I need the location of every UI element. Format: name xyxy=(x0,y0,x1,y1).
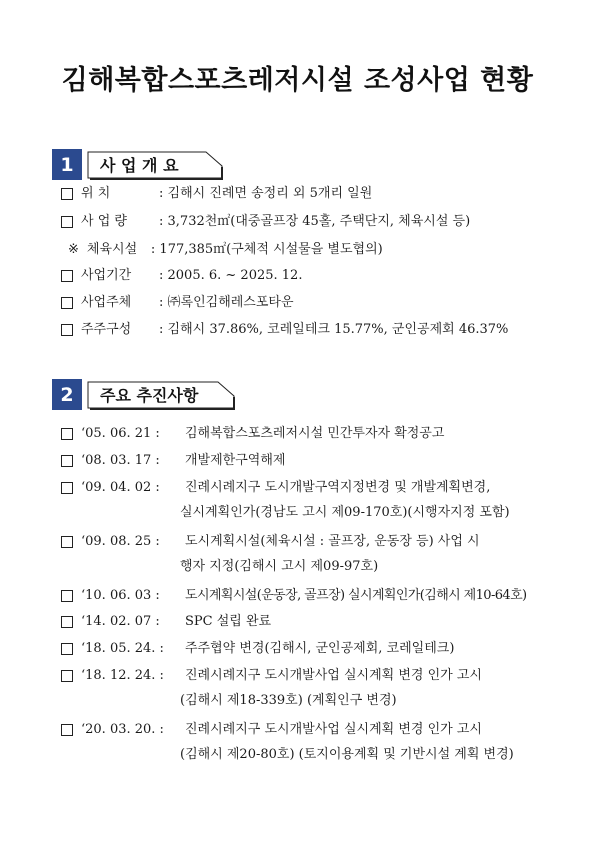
timeline-text: 개발제한구역해제 xyxy=(185,453,286,468)
overview-shareholders-value: 김해시 37.86%, 코레일테크 15.77%, 군인공제회 46.37% xyxy=(167,322,509,337)
overview-location-label: 위 치 xyxy=(81,186,111,201)
checkbox-icon xyxy=(61,616,73,628)
section-2-title: 주요 추진사항 xyxy=(100,386,199,405)
timeline-date: ‘05. 06. 21 : xyxy=(81,426,160,441)
timeline-text: 도시계획시설(운동장, 골프장) 실시계획인가(김해시 제10-64호) xyxy=(185,588,527,603)
overview-scale-value: 3,732천㎡(대중골프장 45홀, 주택단지, 체육시설 등) xyxy=(167,214,471,229)
timeline-text-continued: 행자 지정(김해시 고시 제09-97호) xyxy=(180,559,379,574)
timeline-date: ‘09. 04. 02 : xyxy=(81,480,160,495)
timeline-date: ‘18. 12. 24. : xyxy=(81,668,164,683)
timeline-item xyxy=(61,478,490,498)
overview-shareholders-label: 주주구성 xyxy=(81,322,132,337)
overview-operator xyxy=(61,293,294,313)
section-2-number: 2 xyxy=(52,379,82,410)
checkbox-icon xyxy=(61,270,73,282)
timeline-text-continued: 실시계획인가(경남도 고시 제09-170호)(시행자지정 포함) xyxy=(180,505,510,520)
timeline-item xyxy=(61,586,527,606)
colon: : xyxy=(159,268,168,283)
checkbox-icon xyxy=(61,482,73,494)
overview-sports-label: 체육시설 xyxy=(86,242,138,257)
section-1-tab xyxy=(86,149,224,180)
timeline-date: ‘20. 03. 20. : xyxy=(81,722,164,737)
checkbox-icon xyxy=(61,188,73,200)
overview-location xyxy=(61,184,372,204)
timeline-text: 도시계획시설(체육시설 : 골프장, 운동장 등) 사업 시 xyxy=(185,534,480,549)
colon: : xyxy=(159,186,168,201)
overview-scale-label: 사 업 량 xyxy=(81,214,127,229)
timeline-date: ‘08. 03. 17 : xyxy=(81,453,160,468)
timeline-item xyxy=(61,720,482,740)
timeline-text-continued: (김해시 제18-339호) (계획인구 변경) xyxy=(180,693,397,708)
colon: : xyxy=(150,242,160,257)
checkbox-icon xyxy=(61,536,73,548)
timeline-item xyxy=(61,639,454,659)
timeline-date: ‘09. 08. 25 : xyxy=(81,534,160,549)
checkbox-icon xyxy=(61,324,73,336)
colon: : xyxy=(159,214,168,229)
overview-period-label: 사업기간 xyxy=(81,268,132,283)
section-2-header xyxy=(52,378,236,410)
checkbox-icon xyxy=(61,455,73,467)
timeline-item xyxy=(61,532,480,552)
timeline-text: 진례시례지구 도시개발구역지정변경 및 개발계획변경, xyxy=(185,480,491,495)
timeline-date: ‘14. 02. 07 : xyxy=(81,614,160,629)
timeline-text: SPC 설립 완료 xyxy=(185,614,272,629)
timeline-item xyxy=(61,666,482,686)
timeline-text: 진례시례지구 도시개발사업 실시계획 변경 인가 고시 xyxy=(185,668,482,683)
overview-operator-label: 사업주체 xyxy=(81,295,132,310)
overview-period-value: 2005. 6. ~ 2025. 12. xyxy=(167,268,303,283)
overview-sports xyxy=(68,240,383,260)
timeline-item xyxy=(61,451,285,471)
overview-sports-value: 177,385㎡(구체적 시설물을 별도협의) xyxy=(159,242,383,257)
timeline-item xyxy=(61,612,271,632)
timeline-text: 진례시례지구 도시개발사업 실시계획 변경 인가 고시 xyxy=(185,722,482,737)
overview-period xyxy=(61,266,302,286)
timeline-item xyxy=(61,424,444,444)
timeline-date: ‘18. 05. 24. : xyxy=(81,641,164,656)
colon: : xyxy=(159,322,168,337)
timeline-text: 주주협약 변경(김해시, 군인공제회, 코레일테크) xyxy=(185,641,455,656)
section-1-title: 사 업 개 요 xyxy=(100,156,179,175)
overview-location-value: 김해시 진례면 송정리 외 5개리 일원 xyxy=(167,186,373,201)
overview-shareholders xyxy=(61,320,508,340)
timeline-text: 김해복합스포츠레저시설 민간투자자 확정공고 xyxy=(185,426,445,441)
page-title: 김해복합스포츠레저시설 조성사업 현황 xyxy=(61,65,534,96)
checkbox-icon xyxy=(61,724,73,736)
overview-scale xyxy=(61,212,470,232)
timeline-date: ‘10. 06. 03 : xyxy=(81,588,160,603)
checkbox-icon xyxy=(61,428,73,440)
checkbox-icon xyxy=(61,643,73,655)
checkbox-icon xyxy=(61,216,73,228)
checkbox-icon xyxy=(61,590,73,602)
section-1-number: 1 xyxy=(52,149,82,180)
reference-mark: ※ xyxy=(68,242,79,257)
section-1-header xyxy=(52,148,224,180)
colon: : xyxy=(159,295,168,310)
checkbox-icon xyxy=(61,670,73,682)
overview-operator-value: ㈜록인김해레스포타운 xyxy=(167,295,294,310)
timeline-text-continued: (김해시 제20-80호) (토지이용계획 및 기반시설 계획 변경) xyxy=(180,747,514,762)
checkbox-icon xyxy=(61,297,73,309)
section-2-tab xyxy=(86,379,236,410)
